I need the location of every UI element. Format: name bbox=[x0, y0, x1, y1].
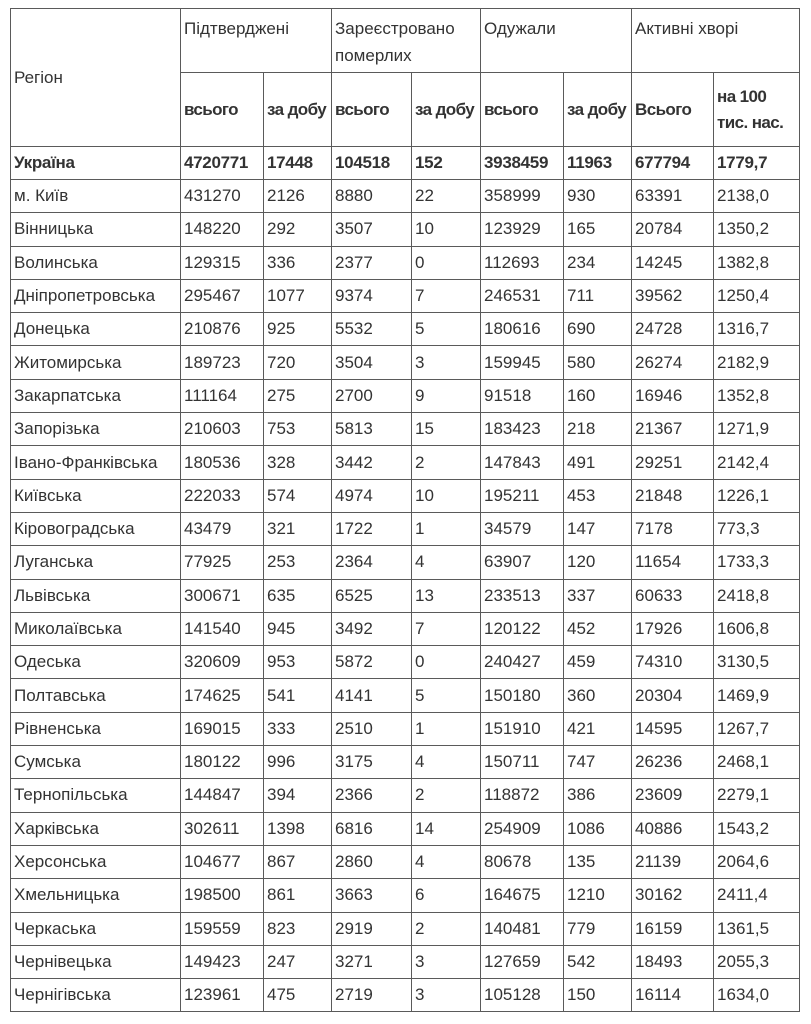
table-cell: 5532 bbox=[332, 313, 412, 346]
table-cell: 144847 bbox=[181, 779, 264, 812]
table-cell: 1316,7 bbox=[714, 313, 800, 346]
table-cell: 18493 bbox=[632, 945, 714, 978]
table-row-total bbox=[11, 147, 800, 180]
table-cell: 23609 bbox=[632, 779, 714, 812]
table-cell: 823 bbox=[264, 912, 332, 945]
table-cell: 198500 bbox=[181, 879, 264, 912]
table-cell: 183423 bbox=[481, 413, 564, 446]
table-cell: 30162 bbox=[632, 879, 714, 912]
table-cell: 21139 bbox=[632, 845, 714, 878]
table-cell: 2182,9 bbox=[714, 346, 800, 379]
table-cell: 1210 bbox=[564, 879, 632, 912]
table-cell: 91518 bbox=[481, 379, 564, 412]
table-cell: 2919 bbox=[332, 912, 412, 945]
table-cell: 4974 bbox=[332, 479, 412, 512]
table-cell: 1398 bbox=[264, 812, 332, 845]
table-cell: 17448 bbox=[264, 147, 332, 180]
table-cell: 5 bbox=[412, 679, 481, 712]
table-cell: 247 bbox=[264, 945, 332, 978]
table-cell: 2126 bbox=[264, 180, 332, 213]
table-cell: 29251 bbox=[632, 446, 714, 479]
table-cell: 148220 bbox=[181, 213, 264, 246]
table-row bbox=[11, 379, 800, 412]
table-cell: 4 bbox=[412, 546, 481, 579]
table-cell: 180616 bbox=[481, 313, 564, 346]
table-cell: 1271,9 bbox=[714, 413, 800, 446]
table-cell: 104677 bbox=[181, 845, 264, 878]
table-cell: 254909 bbox=[481, 812, 564, 845]
table-cell: 150180 bbox=[481, 679, 564, 712]
table-cell: 542 bbox=[564, 945, 632, 978]
table-cell: 2700 bbox=[332, 379, 412, 412]
table-cell: 7 bbox=[412, 279, 481, 312]
table-row bbox=[11, 313, 800, 346]
table-cell: 9374 bbox=[332, 279, 412, 312]
table-cell: 3663 bbox=[332, 879, 412, 912]
table-cell: Київська bbox=[11, 479, 181, 512]
table-cell: 1 bbox=[412, 712, 481, 745]
table-cell: 210603 bbox=[181, 413, 264, 446]
table-cell: 147 bbox=[564, 512, 632, 545]
table-cell: м. Київ bbox=[11, 180, 181, 213]
table-cell: 4 bbox=[412, 746, 481, 779]
table-cell: Хмельницька bbox=[11, 879, 181, 912]
table-cell: 3130,5 bbox=[714, 646, 800, 679]
table-cell: 21367 bbox=[632, 413, 714, 446]
table-cell: Одеська bbox=[11, 646, 181, 679]
table-cell: 635 bbox=[264, 579, 332, 612]
table-row bbox=[11, 879, 800, 912]
table-cell: 3 bbox=[412, 945, 481, 978]
table-cell: 1352,8 bbox=[714, 379, 800, 412]
table-cell: 246531 bbox=[481, 279, 564, 312]
table-cell: 945 bbox=[264, 612, 332, 645]
table-cell: 459 bbox=[564, 646, 632, 679]
table-row bbox=[11, 546, 800, 579]
header-recovered-total: всього bbox=[481, 73, 564, 147]
table-cell: 233513 bbox=[481, 579, 564, 612]
header-recovered: Одужали bbox=[481, 9, 632, 73]
table-cell: 24728 bbox=[632, 313, 714, 346]
table-cell: 169015 bbox=[181, 712, 264, 745]
table-cell: 2510 bbox=[332, 712, 412, 745]
table-cell: 747 bbox=[564, 746, 632, 779]
table-cell: 105128 bbox=[481, 979, 564, 1012]
table-row bbox=[11, 945, 800, 978]
table-row bbox=[11, 679, 800, 712]
table-cell: 77925 bbox=[181, 546, 264, 579]
table-cell: 22 bbox=[412, 180, 481, 213]
table-cell: Вінницька bbox=[11, 213, 181, 246]
table-cell: 164675 bbox=[481, 879, 564, 912]
table-cell: 74310 bbox=[632, 646, 714, 679]
table-cell: 2719 bbox=[332, 979, 412, 1012]
table-cell: 123929 bbox=[481, 213, 564, 246]
table-cell: 20784 bbox=[632, 213, 714, 246]
table-cell: 394 bbox=[264, 779, 332, 812]
table-cell: 2055,3 bbox=[714, 945, 800, 978]
header-active: Активні хворі bbox=[632, 9, 800, 73]
table-cell: 39562 bbox=[632, 279, 714, 312]
table-cell: 159945 bbox=[481, 346, 564, 379]
table-cell: 152 bbox=[412, 147, 481, 180]
table-row bbox=[11, 346, 800, 379]
table-cell: 11654 bbox=[632, 546, 714, 579]
table-cell: 321 bbox=[264, 512, 332, 545]
table-cell: 779 bbox=[564, 912, 632, 945]
table-cell: 4141 bbox=[332, 679, 412, 712]
table-cell: Харківська bbox=[11, 812, 181, 845]
header-deaths-total: всього bbox=[332, 73, 412, 147]
table-cell: 360 bbox=[564, 679, 632, 712]
table-row bbox=[11, 812, 800, 845]
table-cell: 2366 bbox=[332, 779, 412, 812]
table-cell: Чернігівська bbox=[11, 979, 181, 1012]
table-row bbox=[11, 612, 800, 645]
table-cell: 120 bbox=[564, 546, 632, 579]
table-cell: 218 bbox=[564, 413, 632, 446]
table-cell: 112693 bbox=[481, 246, 564, 279]
table-cell: 1361,5 bbox=[714, 912, 800, 945]
table-cell: 2138,0 bbox=[714, 180, 800, 213]
table-cell: 2364 bbox=[332, 546, 412, 579]
table-cell: 333 bbox=[264, 712, 332, 745]
table-cell: Кіровоградська bbox=[11, 512, 181, 545]
table-cell: Черкаська bbox=[11, 912, 181, 945]
table-row bbox=[11, 779, 800, 812]
table-cell: 2418,8 bbox=[714, 579, 800, 612]
table-cell: 337 bbox=[564, 579, 632, 612]
table-cell: 26236 bbox=[632, 746, 714, 779]
table-row bbox=[11, 512, 800, 545]
header-active-per-100k: на 100 тис. нас. bbox=[714, 73, 800, 147]
table-cell: 453 bbox=[564, 479, 632, 512]
table-cell: 60633 bbox=[632, 579, 714, 612]
table-cell: 690 bbox=[564, 313, 632, 346]
header-deaths: Зареєстровано померлих bbox=[332, 9, 481, 73]
table-cell: 14 bbox=[412, 812, 481, 845]
table-cell: 2 bbox=[412, 446, 481, 479]
table-cell: 3492 bbox=[332, 612, 412, 645]
table-cell: 10 bbox=[412, 479, 481, 512]
table-cell: Сумська bbox=[11, 746, 181, 779]
table-cell: 43479 bbox=[181, 512, 264, 545]
table-cell: 1779,7 bbox=[714, 147, 800, 180]
table-cell: 123961 bbox=[181, 979, 264, 1012]
table-cell: 15 bbox=[412, 413, 481, 446]
table-cell: 3938459 bbox=[481, 147, 564, 180]
header-confirmed: Підтверджені bbox=[181, 9, 332, 73]
header-recovered-day: за добу bbox=[564, 73, 632, 147]
table-cell: 140481 bbox=[481, 912, 564, 945]
table-cell: Запорізька bbox=[11, 413, 181, 446]
table-cell: 10 bbox=[412, 213, 481, 246]
table-cell: 14595 bbox=[632, 712, 714, 745]
table-cell: 180536 bbox=[181, 446, 264, 479]
table-cell: 711 bbox=[564, 279, 632, 312]
table-cell: 925 bbox=[264, 313, 332, 346]
table-cell: 2279,1 bbox=[714, 779, 800, 812]
table-cell: 11963 bbox=[564, 147, 632, 180]
table-cell: 16159 bbox=[632, 912, 714, 945]
table-cell: 80678 bbox=[481, 845, 564, 878]
table-cell: Тернопільська bbox=[11, 779, 181, 812]
table-cell: 6816 bbox=[332, 812, 412, 845]
table-cell: 4720771 bbox=[181, 147, 264, 180]
table-row bbox=[11, 979, 800, 1012]
table-cell: 1226,1 bbox=[714, 479, 800, 512]
table-cell: 149423 bbox=[181, 945, 264, 978]
table-cell: 1543,2 bbox=[714, 812, 800, 845]
table-row bbox=[11, 845, 800, 878]
table-cell: 1733,3 bbox=[714, 546, 800, 579]
table-cell: 127659 bbox=[481, 945, 564, 978]
table-cell: 3175 bbox=[332, 746, 412, 779]
table-cell: 118872 bbox=[481, 779, 564, 812]
table-cell: 953 bbox=[264, 646, 332, 679]
table-cell: 26274 bbox=[632, 346, 714, 379]
table-cell: 421 bbox=[564, 712, 632, 745]
table-cell: 7178 bbox=[632, 512, 714, 545]
table-cell: 720 bbox=[264, 346, 332, 379]
table-cell: 677794 bbox=[632, 147, 714, 180]
table-cell: 773,3 bbox=[714, 512, 800, 545]
table-cell: 475 bbox=[264, 979, 332, 1012]
table-cell: Миколаївська bbox=[11, 612, 181, 645]
table-cell: Волинська bbox=[11, 246, 181, 279]
table-cell: 5872 bbox=[332, 646, 412, 679]
table-cell: 452 bbox=[564, 612, 632, 645]
table-cell: Івано-Франківська bbox=[11, 446, 181, 479]
table-cell: 63907 bbox=[481, 546, 564, 579]
table-cell: 574 bbox=[264, 479, 332, 512]
table-cell: 2142,4 bbox=[714, 446, 800, 479]
table-cell: 1250,4 bbox=[714, 279, 800, 312]
table-row bbox=[11, 213, 800, 246]
table-cell: 5 bbox=[412, 313, 481, 346]
table-cell: 240427 bbox=[481, 646, 564, 679]
table-cell: 2064,6 bbox=[714, 845, 800, 878]
header-deaths-day: за добу bbox=[412, 73, 481, 147]
table-cell: 129315 bbox=[181, 246, 264, 279]
table-cell: 120122 bbox=[481, 612, 564, 645]
table-cell: 111164 bbox=[181, 379, 264, 412]
table-cell: 320609 bbox=[181, 646, 264, 679]
table-cell: 3507 bbox=[332, 213, 412, 246]
table-cell: 386 bbox=[564, 779, 632, 812]
table-cell: 2 bbox=[412, 912, 481, 945]
table-cell: 14245 bbox=[632, 246, 714, 279]
table-row bbox=[11, 479, 800, 512]
table-cell: 295467 bbox=[181, 279, 264, 312]
table-cell: 253 bbox=[264, 546, 332, 579]
table-cell: 1 bbox=[412, 512, 481, 545]
table-cell: 1722 bbox=[332, 512, 412, 545]
table-row bbox=[11, 413, 800, 446]
table-row bbox=[11, 579, 800, 612]
table-cell: 174625 bbox=[181, 679, 264, 712]
table-cell: 9 bbox=[412, 379, 481, 412]
table-cell: 491 bbox=[564, 446, 632, 479]
table-cell: 189723 bbox=[181, 346, 264, 379]
table-cell: Дніпропетровська bbox=[11, 279, 181, 312]
table-row bbox=[11, 712, 800, 745]
table-cell: 930 bbox=[564, 180, 632, 213]
table-cell: 2377 bbox=[332, 246, 412, 279]
header-active-total: Всього bbox=[632, 73, 714, 147]
table-cell: 300671 bbox=[181, 579, 264, 612]
table-cell: Чернівецька bbox=[11, 945, 181, 978]
table-row bbox=[11, 180, 800, 213]
table-cell: 3271 bbox=[332, 945, 412, 978]
table-cell: 7 bbox=[412, 612, 481, 645]
table-cell: Донецька bbox=[11, 313, 181, 346]
table-cell: 753 bbox=[264, 413, 332, 446]
table-row bbox=[11, 646, 800, 679]
table-cell: 867 bbox=[264, 845, 332, 878]
table-cell: Рівненська bbox=[11, 712, 181, 745]
table-cell: 2468,1 bbox=[714, 746, 800, 779]
header-confirmed-total: всього bbox=[181, 73, 264, 147]
table-cell: 4 bbox=[412, 845, 481, 878]
table-cell: 996 bbox=[264, 746, 332, 779]
table-cell: 431270 bbox=[181, 180, 264, 213]
table-cell: 8880 bbox=[332, 180, 412, 213]
covid-stats-table bbox=[10, 8, 800, 1012]
table-cell: 195211 bbox=[481, 479, 564, 512]
table-cell: Закарпатська bbox=[11, 379, 181, 412]
table-cell: 1350,2 bbox=[714, 213, 800, 246]
table-row bbox=[11, 246, 800, 279]
table-cell: 580 bbox=[564, 346, 632, 379]
table-cell: Україна bbox=[11, 147, 181, 180]
table-cell: 541 bbox=[264, 679, 332, 712]
table-cell: 2411,4 bbox=[714, 879, 800, 912]
table-cell: 141540 bbox=[181, 612, 264, 645]
table-cell: Житомирська bbox=[11, 346, 181, 379]
header-confirmed-day: за добу bbox=[264, 73, 332, 147]
table-cell: 63391 bbox=[632, 180, 714, 213]
table-cell: 0 bbox=[412, 646, 481, 679]
table-cell: 165 bbox=[564, 213, 632, 246]
table-cell: 1077 bbox=[264, 279, 332, 312]
table-cell: 234 bbox=[564, 246, 632, 279]
table-cell: 20304 bbox=[632, 679, 714, 712]
table-cell: 1267,7 bbox=[714, 712, 800, 745]
table-cell: 151910 bbox=[481, 712, 564, 745]
table-cell: 210876 bbox=[181, 313, 264, 346]
table-cell: 328 bbox=[264, 446, 332, 479]
table-cell: 13 bbox=[412, 579, 481, 612]
table-cell: 292 bbox=[264, 213, 332, 246]
table-cell: 336 bbox=[264, 246, 332, 279]
table-cell: 159559 bbox=[181, 912, 264, 945]
table-cell: 104518 bbox=[332, 147, 412, 180]
table-cell: 6 bbox=[412, 879, 481, 912]
table-cell: 147843 bbox=[481, 446, 564, 479]
table-cell: 275 bbox=[264, 379, 332, 412]
table-row bbox=[11, 912, 800, 945]
table-cell: Луганська bbox=[11, 546, 181, 579]
table-cell: 34579 bbox=[481, 512, 564, 545]
table-cell: 0 bbox=[412, 246, 481, 279]
table-cell: Полтавська bbox=[11, 679, 181, 712]
table-cell: 21848 bbox=[632, 479, 714, 512]
table-cell: Херсонська bbox=[11, 845, 181, 878]
table-cell: 1634,0 bbox=[714, 979, 800, 1012]
table-cell: 135 bbox=[564, 845, 632, 878]
table-row bbox=[11, 746, 800, 779]
table-cell: 1606,8 bbox=[714, 612, 800, 645]
table-cell: 3442 bbox=[332, 446, 412, 479]
table-cell: 5813 bbox=[332, 413, 412, 446]
table-cell: 160 bbox=[564, 379, 632, 412]
table-cell: 2860 bbox=[332, 845, 412, 878]
table-cell: 861 bbox=[264, 879, 332, 912]
table-cell: 16114 bbox=[632, 979, 714, 1012]
table-row bbox=[11, 446, 800, 479]
table-cell: 222033 bbox=[181, 479, 264, 512]
table-cell: 302611 bbox=[181, 812, 264, 845]
table-cell: 358999 bbox=[481, 180, 564, 213]
table-cell: 17926 bbox=[632, 612, 714, 645]
table-cell: 3504 bbox=[332, 346, 412, 379]
table-cell: 1382,8 bbox=[714, 246, 800, 279]
table-cell: 150711 bbox=[481, 746, 564, 779]
table-cell: 3 bbox=[412, 979, 481, 1012]
table-cell: 150 bbox=[564, 979, 632, 1012]
table-cell: 1086 bbox=[564, 812, 632, 845]
table-cell: 6525 bbox=[332, 579, 412, 612]
table-cell: 16946 bbox=[632, 379, 714, 412]
table-cell: 2 bbox=[412, 779, 481, 812]
table-cell: 180122 bbox=[181, 746, 264, 779]
table-row bbox=[11, 279, 800, 312]
table-cell: 1469,9 bbox=[714, 679, 800, 712]
table-cell: Львівська bbox=[11, 579, 181, 612]
table-cell: 40886 bbox=[632, 812, 714, 845]
table-cell: 3 bbox=[412, 346, 481, 379]
header-region: Регіон bbox=[11, 9, 181, 147]
